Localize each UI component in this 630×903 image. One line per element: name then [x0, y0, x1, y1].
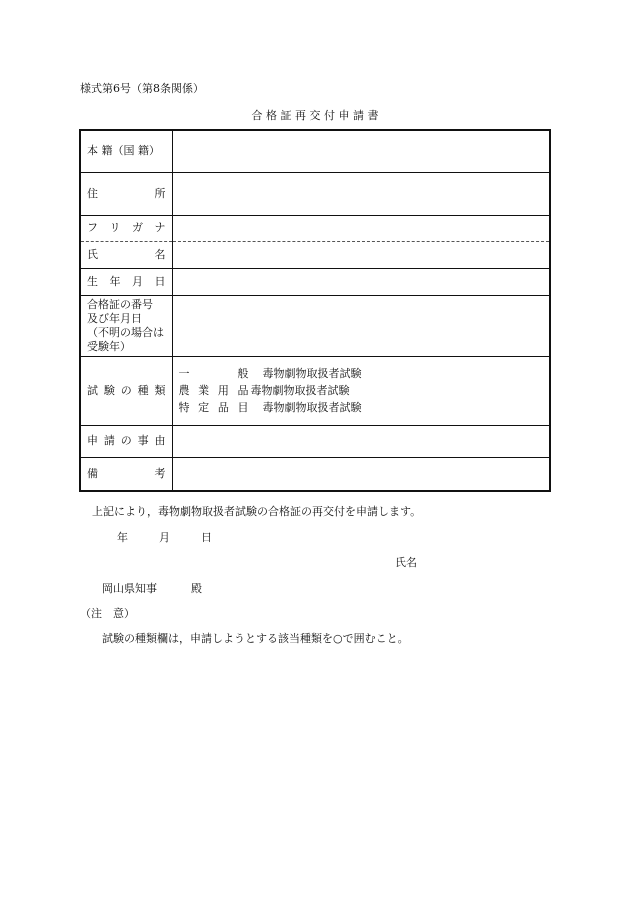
addressee: 岡山県知事	[102, 582, 157, 595]
row-reason	[80, 425, 550, 457]
birthdate-field[interactable]	[172, 268, 550, 295]
honseki-field[interactable]	[172, 130, 550, 172]
address-label: 住 所	[80, 172, 172, 215]
address-field[interactable]	[172, 172, 550, 215]
application-table	[79, 129, 551, 492]
honseki-label: 本 籍（国 籍）	[80, 130, 172, 172]
row-birthdate	[80, 268, 550, 295]
addressee-line	[102, 580, 202, 596]
form-title: 合 格 証 再 交 付 申 請 書	[251, 109, 379, 122]
honorific: 殿	[191, 582, 202, 595]
date-month: 月	[159, 531, 170, 544]
furigana-field[interactable]	[172, 215, 550, 241]
row-certificate	[80, 295, 550, 356]
birthdate-label: 生 年 月 日	[80, 268, 172, 295]
date-year: 年	[117, 531, 128, 544]
certificate-field[interactable]	[172, 295, 550, 356]
exam-type-field	[172, 356, 550, 425]
note-text: 試験の種類欄は，申請しようとする該当種類を○で囲むこと。	[102, 632, 409, 645]
application-statement: 上記により，毒物劇物取扱者試験の合格証の再交付を申請します。	[92, 505, 422, 518]
certificate-label: 合格証の番号 及び年月日 （不明の場合は 受験年）	[80, 295, 172, 356]
date-line	[117, 529, 212, 545]
row-address	[80, 172, 550, 215]
date-day: 日	[201, 531, 212, 544]
reason-label: 申 請 の 事 由	[80, 425, 172, 457]
exam-option-agricultural[interactable]: 農 業 用 品 毒物劇物取扱者試験	[178, 384, 350, 397]
name-label: 氏 名	[80, 241, 172, 268]
remarks-label: 備 考	[80, 457, 172, 491]
form-number: 様式第6号（第8条関係）	[80, 82, 204, 95]
exam-option-general[interactable]: 一 般 毒物劇物取扱者試験	[178, 367, 362, 380]
row-remarks	[80, 457, 550, 491]
exam-option-specified[interactable]: 特 定 品 目 毒物劇物取扱者試験	[178, 401, 362, 414]
furigana-label: フ リ ガ ナ	[80, 215, 172, 241]
name-field[interactable]	[172, 241, 550, 268]
exam-type-label: 試 験 の 種 類	[80, 356, 172, 425]
remarks-field[interactable]	[172, 457, 550, 491]
row-furigana	[80, 215, 550, 241]
row-name	[80, 241, 550, 268]
applicant-name-label: 氏名	[395, 556, 417, 569]
row-exam-type	[80, 356, 550, 425]
row-honseki	[80, 130, 550, 172]
reason-field[interactable]	[172, 425, 550, 457]
note-title: （注 意）	[80, 607, 135, 620]
